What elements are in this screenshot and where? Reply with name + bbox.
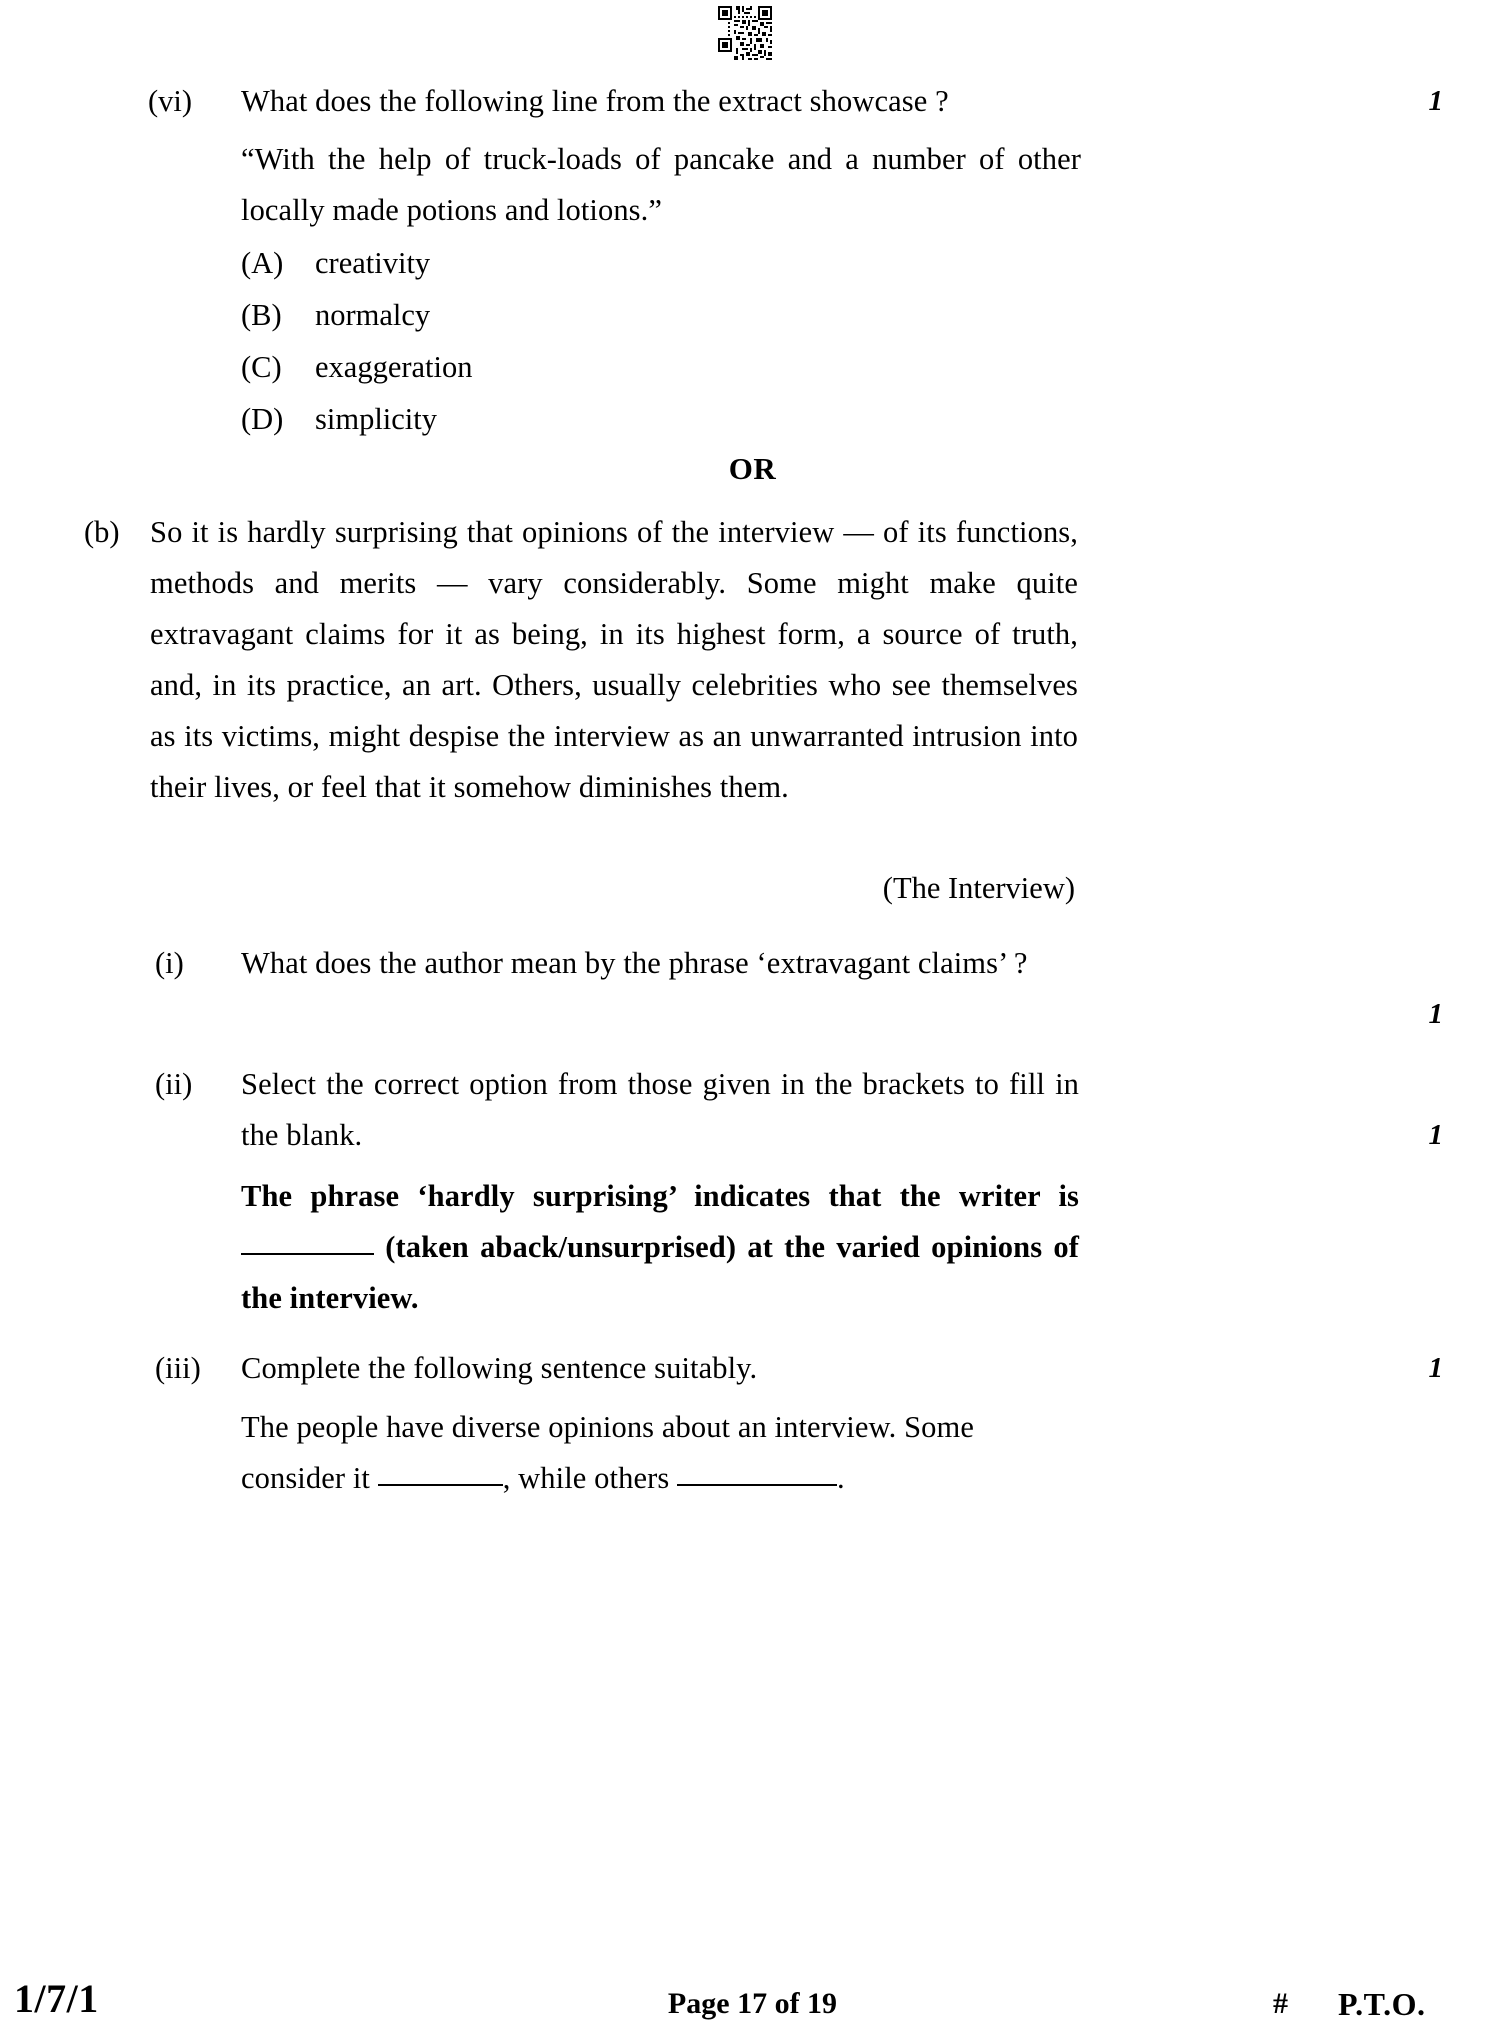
- subquestion-ii-text: Select the correct option from those given in the brackets to fill in the blank.: [241, 1067, 1079, 1152]
- complete-middle-text: , while others: [502, 1461, 670, 1495]
- subquestion-ii-marker: (ii): [155, 1067, 193, 1101]
- question-vi-prompt: What does the following line from the extract showcase ?: [241, 84, 949, 118]
- question-b-passage: So it is hardly surprising that opinions of the interview — of its functions, methods and merits — vary considerably. Some might make quite extravagant claims for it as being, in its highest form, a source of truth, and, in its practice, an art. Others, usually celebrities who see themselves as its victims, might despise the interview as an unwarranted intrusion into their lives, or feel that it somehow diminishes them.: [150, 515, 1078, 804]
- subquestion-iii-marker: (iii): [155, 1351, 201, 1385]
- option-c-text[interactable]: exaggeration: [315, 350, 473, 384]
- option-d-letter: (D): [241, 402, 284, 436]
- subquestion-ii-marks: 1: [1428, 1119, 1443, 1151]
- option-b-text[interactable]: normalcy: [315, 298, 431, 332]
- option-b-letter: (B): [241, 298, 282, 332]
- fill-blank-1[interactable]: [241, 1253, 374, 1255]
- subquestion-i-text: What does the author mean by the phrase ‘extravagant claims’ ?: [241, 946, 1028, 980]
- subquestion-iii-text: Complete the following sentence suitably.: [241, 1351, 758, 1385]
- complete-blank-1[interactable]: [378, 1484, 503, 1486]
- paper-code: 1/7/1: [14, 1976, 99, 2021]
- subquestion-iii-complete-line-2: [241, 1453, 1141, 1504]
- or-divider: OR: [728, 451, 777, 486]
- subquestion-i-marker: (i): [155, 946, 184, 980]
- option-c-letter: (C): [241, 350, 282, 384]
- option-d-text[interactable]: simplicity: [315, 402, 437, 436]
- pto-label: P.T.O.: [1338, 1986, 1426, 2022]
- subquestion-iii-marks: 1: [1428, 1352, 1443, 1384]
- subquestion-iii-complete-sentence: [241, 1402, 1079, 1453]
- qr-code-icon: [708, 4, 782, 62]
- fill-after-text: (taken aback/unsurprised) at the varied opinions of the interview.: [241, 1230, 1080, 1315]
- question-b-marker: (b): [84, 515, 120, 549]
- complete-after-text: .: [837, 1461, 845, 1495]
- question-vi-quote: “With the help of truck-loads of pancake and a number of other locally made potions and lotions.”: [241, 142, 1081, 227]
- hash-marker: #: [1273, 1987, 1288, 2020]
- complete-blank-2[interactable]: [677, 1484, 837, 1486]
- page-number-label: Page 17 of 19: [667, 1987, 838, 2020]
- passage-attribution: (The Interview): [882, 871, 1075, 905]
- complete-before-text: consider it: [241, 1461, 370, 1495]
- option-a-text[interactable]: creativity: [315, 246, 431, 280]
- complete-line-1: The people have diverse opinions about an interview. Some: [241, 1410, 974, 1444]
- subquestion-ii-fill-sentence: [241, 1171, 1079, 1324]
- question-vi-marker: (vi): [148, 84, 193, 118]
- question-vi-marks: 1: [1428, 85, 1443, 117]
- fill-before-text: The phrase ‘hardly surprising’ indicates that the writer is: [241, 1179, 1079, 1213]
- subquestion-i-marks: 1: [1428, 998, 1443, 1030]
- option-a-letter: (A): [241, 246, 284, 280]
